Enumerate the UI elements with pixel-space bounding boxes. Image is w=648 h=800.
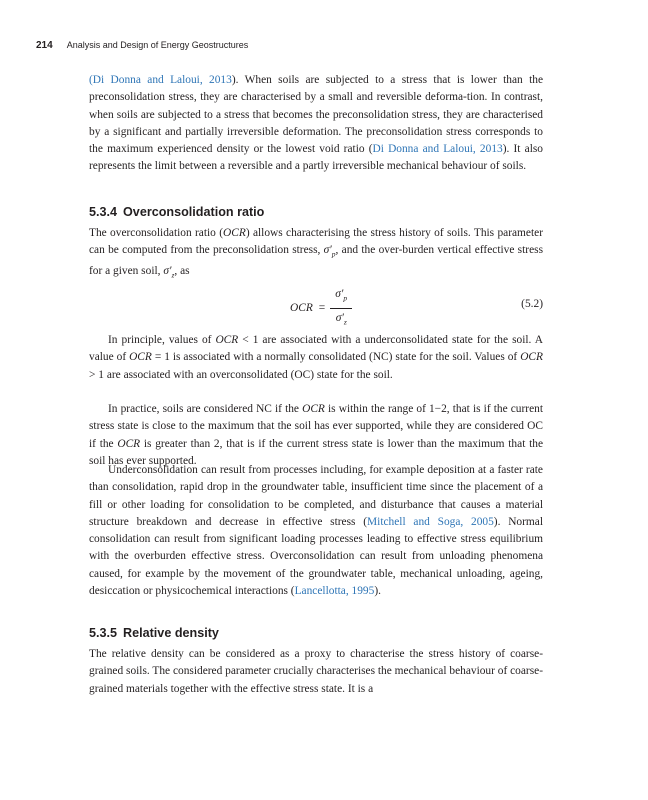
fraction: [330, 285, 352, 331]
equation-5-2: [89, 282, 543, 334]
paragraph-ocr-principle: In principle, values of OCR < 1 are associated with a underconsolidated state for the soil. A value of OCR = 1 is associated with a normally consolidated (NC) state for the soil. Values of OCR > 1 are associated with an overconsolidated (OC) state for the soil.: [89, 334, 543, 381]
fraction-denominator: $\sigma'_z$: [335, 311, 347, 326]
section-heading-relative-density: [89, 626, 543, 640]
citation-link[interactable]: Di Donna and Laloui, 2013: [92, 74, 232, 86]
section-heading-overconsolidation-ratio: [89, 205, 543, 219]
equation-body: [290, 282, 352, 334]
equals-sign: =: [318, 302, 326, 314]
section-title: Overconsolidation ratio: [123, 205, 265, 219]
fraction-numerator: $\sigma'_p$: [335, 288, 348, 303]
section-number: 5.3.4: [89, 205, 118, 219]
paragraph-ocr-definition: The overconsolidation ratio (OCR) allows characterising the stress history of soils. This parameter can be computed from the preconsolidation stress, $\sigma'_p$, and the over-burden vertical effective stress for a given soil, $\sigma'_z$, as: [89, 227, 543, 280]
section-title: Relative density: [123, 626, 219, 640]
paragraph-underconsolidation: Underconsolidation can result from processes including, for example deposition at a faster rate than consolidation, rapid drop in the groundwater table, insufficient time since the placement of a fill or other loading for consolidation to be completed, and disturbance that causes a material structure breakdown and decrease in effective stress (Mitchell and Soga, 2005). Normal consolidation can result from significant loading processes leading to effective stress equilibrium with the overburden effective stress. Overconsolidation can result from unloading phenomena caused, for example by the movement of the groundwater table, mechanical unloading, ageing, desiccation or physicochemical interactions (Lancellotta, 1995).: [89, 464, 543, 598]
citation-link[interactable]: Lancellotta, 1995: [294, 585, 375, 598]
paragraph-relative-density: The relative density can be considered as a proxy to characterise the stress history of coarse-grained soils. The considered parameter crucially characterises the mechanical behaviour of coarse-grained materials together with the effective stress state. It is a: [89, 648, 543, 695]
paragraph-ocr-practice: In practice, soils are considered NC if the OCR is within the range of 1−2, that is if the current stress state is close to the maximum that the soil has ever supported, while they are considered OC if the OCR is greater than 2, that is if the current stress state is lower than the maximum that the soil has ever supported.: [89, 403, 544, 467]
book-title: Analysis and Design of Energy Geostructures: [66, 40, 249, 50]
citation-link[interactable]: Di Donna and Laloui, 2013: [372, 143, 503, 156]
equation-lhs: OCR: [290, 302, 313, 314]
equation-number: (5.2): [521, 298, 543, 310]
paragraph-preconsolidation: (Di Donna and Laloui, 2013). When soils are subjected to a stress that is lower than the preconsolidation stress, they are characterised by a small and reversible deforma-tion. In contrast, when soils are subjected to a stress that becomes the preconsolidation stress, they are characterised by a significant and partially irreversible deformation. The preconsolidation stress corresponds to the maximum experienced density or the lowest void ratio (Di Donna and Laloui, 2013). It also represents the limit between a reversible and a partly irreversible mechanical behaviour of soils.: [89, 74, 543, 173]
citation-link[interactable]: Mitchell and Soga, 2005: [367, 515, 494, 528]
running-head: [36, 40, 248, 56]
page-number: 214: [36, 40, 53, 51]
section-number: 5.3.5: [89, 626, 118, 640]
